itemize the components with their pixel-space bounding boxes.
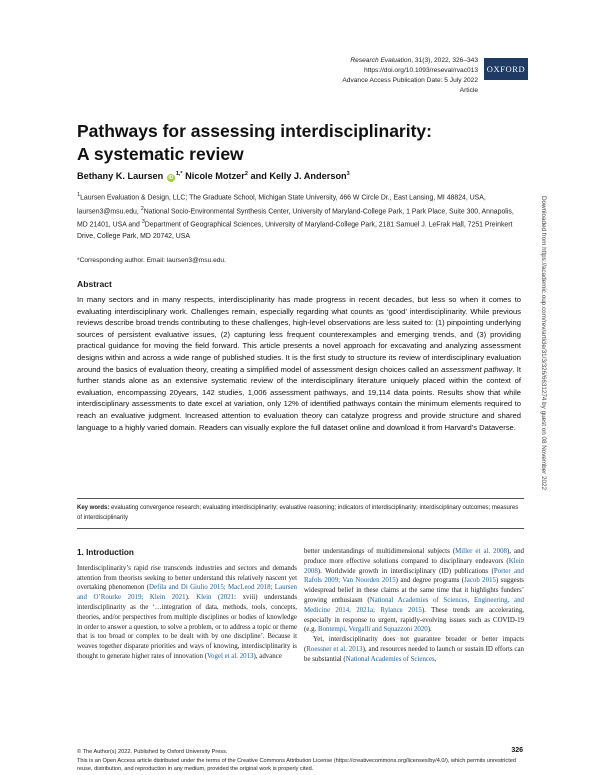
intro-paragraph-1-continued [304,547,524,635]
orcid-icon[interactable]: iD [168,175,174,182]
citation-link[interactable]: Vogel et al. 2013 [206,652,254,660]
citation-link[interactable]: Jacob 2015 [464,577,496,585]
oxford-logo: OXFORD [484,58,528,80]
text-run: ), and resources needed to launch or sustain ID efforts can be substantial ( [304,645,524,663]
download-note: Downloaded from https://academic.oup.com/rev/article/31/3/326/6631274 by guest on 08 November 2022 [540,196,547,491]
affil-2: National Socio-Environmental Synthesis Center, University of Maryland-College Park, 1 Park Place, Suite 300, Annapolis, MD 21401, USA and [77,207,514,229]
text-run: : xviii) understands interdisciplinarity as the ‘…integration of data, methods, tools, concepts, theories, and/or perspectives from multiple disciplines or bodies of knowledge in order to answer a question, to solve a problem, or to address a topic or theme that is too broad or complex to be dealt with by one discipline’. Because it weaves together disparate priorities and ways of knowing, interdisciplinarity is thought to generate higher rates of innovation ( [77,594,297,660]
corresponding-author: *Corresponding author. Email: laursen3@msu.edu. [77,257,226,264]
article-title [77,120,497,166]
access-date: Advance Access Publication Date: 5 July 2022 [342,77,478,84]
divider-bottom [77,528,524,529]
author-1-name: Bethany K. Laursen [77,171,164,182]
keywords [77,504,524,523]
citation-link[interactable]: Klein 2008 [304,557,524,575]
text-run: Yet, interdisciplinarity does not guarantee broader or better impacts ( [304,636,524,653]
citation-link[interactable]: National Academies of Sciences, Engineering, and Medicine 2014, 2021a; Rylance 2015 [304,596,524,614]
citation-link[interactable]: Porter and Rafols 2009; Van Noorden 2015 [304,567,525,585]
text-run: ) suggests widespread belief in these claims at the same time that it highlights funders’ growing enthusiasm ( [304,577,524,604]
author-list [77,171,497,182]
citation-link[interactable]: Bontempi, Vergalli and Squazzoni 2020 [317,626,428,634]
author-3-name: Kelly J. Anderson [269,171,347,182]
abstract-text-part-1: In many sectors and in many respects, interdisciplinarity has made progress in recent decades, but less so when it comes to evaluating interdisciplinary work. Challenges remain, especially regarding what counts as ‘good’ interdisciplinarity. While previous reviews describe broad trends contributing to these challenges, high-level observations are less suited to: (1) pinpointing underlying sources of persistent evaluative issues, (2) capturing less frequent counterexamples and emerging trends, and (3) providing practical guidance for moving the field forward. This article presents a novel approach for excavating and analyzing assessment designs within and across a wide range of published studies. It is the first study to structure its review of interdisciplinary evaluation around the basics of evaluation theory, creating a simplified model of assessment design choices called an [77,295,521,374]
affil-3-marker: 3 [141,219,145,225]
author-conjunction: and [250,171,267,182]
text-run: ). [185,594,197,602]
affil-1-marker: 1 [77,192,81,198]
text-run: ) and degree programs ( [395,577,465,585]
journal-volume-pages: , 31(3), 2022, 326–343 [411,57,478,64]
citation-link[interactable]: National Academies of Sciences, [345,655,437,663]
affiliations [77,190,517,242]
keywords-label: Key words: [77,505,110,511]
text-run: Interdisciplinarity’s rapid rise transcends industries and sectors and demands attention from theorists seeking to better understand this relatively nascent yet overtaking phenomenon ( [77,564,297,592]
abstract-text-part-2: . It further stands alone as an extensive systematic review of the interdisciplinary literature uniquely placed within the context of evaluation, encompassing 20years, 142 studies, 1,006 assessment pathways, and 19,114 data points. Results show that while interdisciplinary assessments to date excel at variation, only 12% of identified pathways contain the minimum elements required to reach an evaluative judgment. Increased attention to evaluation theory can catalyze progress and provide structure and shared language to a highly varied domain. Readers can visually explore the full dataset online and download it from Harvard’s Dataverse. [77,364,521,432]
divider-top [77,498,524,499]
title-line-1: Pathways for assessing interdisciplinarity: [77,121,432,141]
text-run: ). Worldwide growth in interdisciplinary (ID) publications ( [317,567,494,575]
journal-name: Research Evaluation [350,57,412,64]
page-number: 326 [511,747,523,754]
text-run: ). [427,626,432,634]
intro-paragraph-1 [77,564,297,662]
section-heading-introduction: 1. Introduction [77,548,134,557]
author-2-name: Nicole Motzer [185,171,245,182]
author-3-affil: 3 [346,171,350,177]
text-run: ), advance [253,652,282,660]
article-type: Article [459,87,478,94]
abstract-text [77,294,521,433]
doi-link[interactable]: https://doi.org/10.1093/reseval/rvac013 [364,67,478,74]
author-2-affil: 2 [244,171,248,177]
text-run: ), and produce more effective solutions compared to disciplinary endeavors ( [304,548,524,565]
body-column-left [77,548,297,662]
title-line-2: A systematic review [77,144,244,164]
citation-link[interactable]: Klein (2021 [196,594,235,602]
author-1-affil: 1,* [175,171,183,177]
affil-3: Department of Geographical Sciences, University of Maryland-College Park, 2181 Samuel J. LeFrak Hall, 7251 Preinkert Drive, College Park, MD 20742, USA [77,221,513,240]
abstract-heading: Abstract [77,279,112,289]
abstract-italic-term: assessment pathway [441,364,513,374]
license-notice: This is an Open Access article distributed under the terms of the Creative Commons Attribution License (https://creativecommons.org/licenses/by/4.0/), which permits unrestricted reuse, distribution, and reproduction in any medium, provided the original work is properly cited. [77,758,516,772]
affil-1: Laursen Evaluation & Design, LLC; The Graduate School, Michigan State University, 466 W Circle Dr., East Lansing, MI 48824, USA, laursen3@msu.edu, [77,194,486,215]
intro-paragraph-2 [304,635,524,664]
body-column-right [304,547,524,665]
copyright-notice: © The Author(s) 2022. Published by Oxford University Press. [77,749,228,755]
citation-link[interactable]: Defila and Di Giulio 2015; MacLeod 2018; Laursen and O’Rourke 2019; Klein 2021 [77,584,297,602]
text-run: ). These trends are accelerating, especially in response to urgent, rapidly-evolving issues such as COVID-19 (e.g. [304,606,524,634]
citation-link[interactable]: Miller et al. 2008 [455,548,507,555]
text-run: better understandings of multidimensional subjects ( [304,548,456,555]
journal-meta [238,56,478,96]
affil-2-marker: 2 [140,205,144,212]
citation-link[interactable]: Roessner et al. 2013 [306,645,363,653]
keywords-list: evaluating convergence research; evaluating interdisciplinarity; evaluative reasoning; indicators of interdisciplinarity; interdisciplinary outcomes; measures of interdisciplinarity [77,505,519,521]
